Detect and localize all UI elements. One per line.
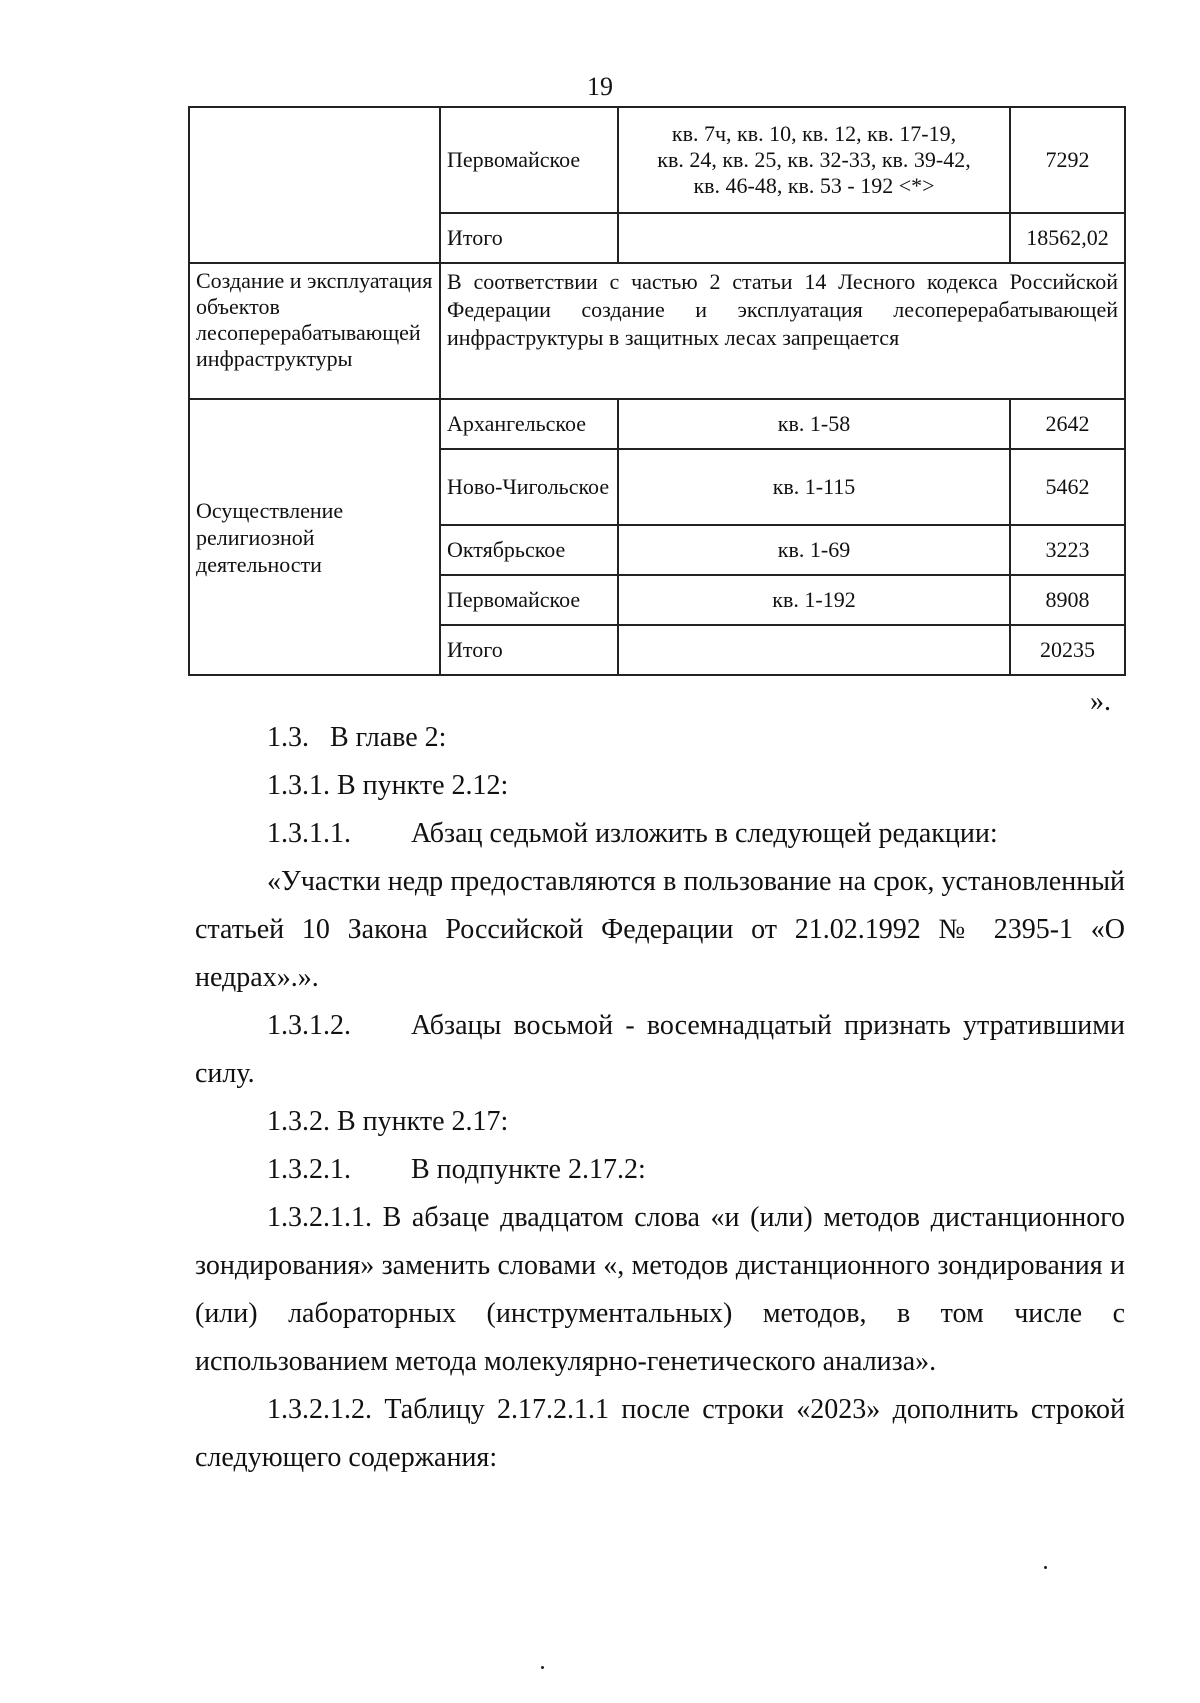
- forestry-cell: Октябрьское: [440, 525, 618, 575]
- paragraph: 1.3.2.1.1. В абзаце двадцатом слова «и (или) методов дистанционного зондирования» заменить словами «, методов дистанционного зондирования и (или) лабораторных (инструментальных) методов, в том числе с использованием метода молекулярно-генетического анализа».: [195, 1202, 1125, 1377]
- forestry-cell: Первомайское: [440, 575, 618, 625]
- forestry-cell: Первомайское: [440, 107, 618, 213]
- quarters-cell: кв. 1-58: [618, 399, 1010, 449]
- quarters-cell: кв. 1-192: [618, 575, 1010, 625]
- scan-speck: [541, 1666, 544, 1669]
- area-cell: 7292: [1010, 107, 1125, 213]
- table-row: [189, 399, 1125, 449]
- prohibition-note: В соответствии с частью 2 статьи 14 Лесного кодекса Российской Федерации создание и эксплуатация лесоперерабатывающей инфраструктуры в защитных лесах запрещается: [440, 263, 1125, 399]
- paragraph: 1.3.2.1.2. Таблицу 2.17.2.1.1 после строки «2023» дополнить строкой следующего содержания:: [195, 1394, 1125, 1473]
- quarters-cell: кв. 1-115: [618, 449, 1010, 525]
- paragraph-number: 1.3.2.1.: [267, 1154, 351, 1185]
- quarters-cell: [618, 213, 1010, 263]
- table-row-infrastructure: [189, 263, 1125, 399]
- paragraph-number: 1.3.1.1.: [267, 818, 351, 849]
- quarters-cell: кв. 1-69: [618, 525, 1010, 575]
- area-cell: 2642: [1010, 399, 1125, 449]
- forestry-cell: Итого: [440, 213, 618, 263]
- paragraph-number: 1.3.1.2.: [267, 1010, 351, 1041]
- forestry-cell: Архангельское: [440, 399, 618, 449]
- area-cell: 20235: [1010, 625, 1125, 675]
- activity-cell: Создание и эксплуатация объектов лесоперерабатывающей инфраструктуры: [189, 263, 440, 399]
- paragraph: 1.3.1. В пункте 2.12:: [267, 770, 509, 801]
- forestry-cell: Ново-Чигольское: [440, 449, 618, 525]
- activity-cell: Осуществление религиозной деятельности: [189, 399, 440, 675]
- paragraph-text: Абзацы восьмой - восемнадцатый признать утратившими силу.: [195, 1010, 1125, 1089]
- paragraph: 1.3.2. В пункте 2.17:: [267, 1106, 509, 1137]
- page-number: 19: [587, 72, 613, 101]
- area-cell: 5462: [1010, 449, 1125, 525]
- paragraph: «Участки недр предоставляются в пользование на срок, установленный статьей 10 Закона Российской Федерации от 21.02.1992 № 2395-1 «О недрах».».: [195, 866, 1125, 993]
- quarters-cell: [618, 625, 1010, 675]
- quarters-cell: кв. 7ч, кв. 10, кв. 12, кв. 17-19, кв. 24, кв. 25, кв. 32-33, кв. 39-42, кв. 46-48, кв. 53 - 192 <*>: [618, 107, 1010, 213]
- table-row: [189, 107, 1125, 213]
- paragraph: [195, 1002, 1125, 1098]
- paragraph: 1.3. В главе 2:: [267, 722, 447, 753]
- activity-cell-empty: [189, 107, 440, 263]
- scan-speck: [1044, 1566, 1047, 1569]
- area-cell: 18562,02: [1010, 213, 1125, 263]
- forestry-cell: Итого: [440, 625, 618, 675]
- paragraph: [195, 1146, 1125, 1194]
- area-cell: 8908: [1010, 575, 1125, 625]
- paragraph: [195, 810, 1125, 858]
- forest-use-table: [188, 106, 1126, 676]
- amendment-text: [195, 714, 1125, 1482]
- paragraph-text: Абзац седьмой изложить в следующей редакции:: [411, 818, 998, 849]
- closing-quote: ».: [1090, 686, 1111, 717]
- area-cell: 3223: [1010, 525, 1125, 575]
- paragraph-text: В подпункте 2.17.2:: [411, 1154, 646, 1185]
